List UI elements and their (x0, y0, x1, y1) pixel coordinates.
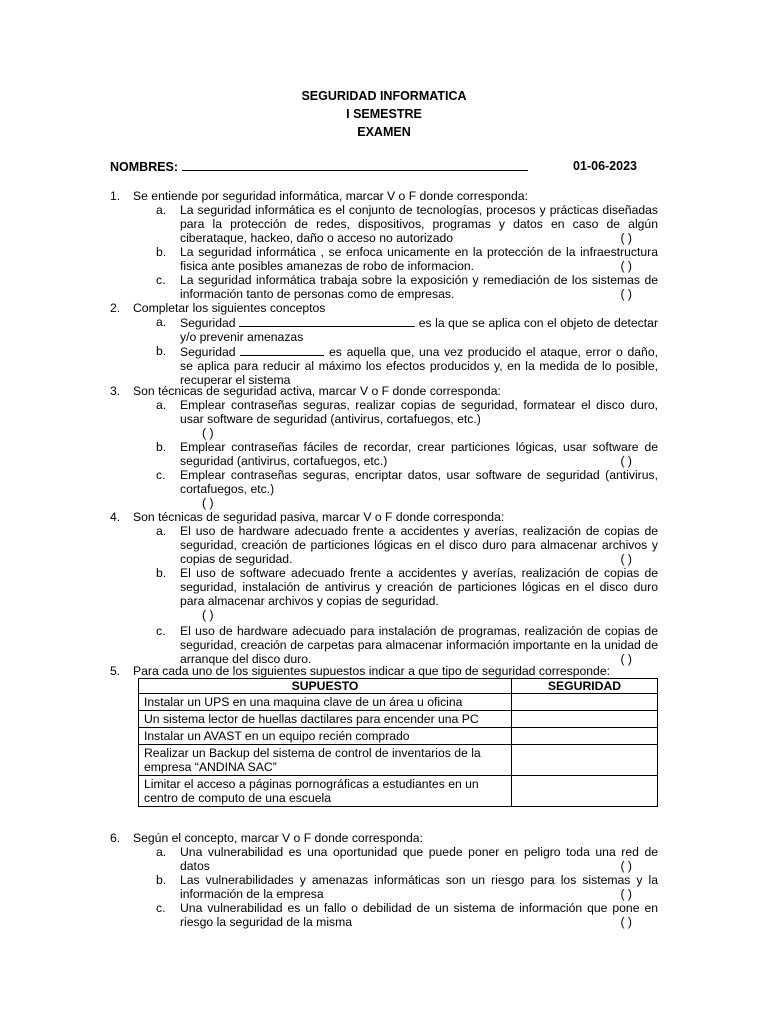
true-false-box[interactable]: ( ) (202, 608, 214, 622)
true-false-box[interactable]: ( ) (620, 552, 632, 566)
question-number: 2. (110, 301, 121, 315)
exam-semester: I SEMESTRE (346, 107, 422, 121)
scenarios-table (138, 678, 658, 807)
question-text: Son técnicas de seguridad activa, marcar V o F donde corresponda: (133, 384, 501, 398)
option-a (156, 315, 659, 344)
option-letter: b. (156, 245, 167, 259)
option-text: Una vulnerabilidad es una oportunidad que puede poner en peligro toda una red de datos (180, 845, 658, 873)
option-c (156, 273, 658, 301)
scenario-cell: Limitar el acceso a páginas pornográficas a estudiantes en un centro de computo de una escuela (139, 776, 512, 807)
fill-in-blank[interactable] (240, 344, 324, 356)
option-letter: a. (156, 203, 167, 217)
option-letter: a. (156, 524, 167, 538)
option-b (156, 440, 658, 468)
exam-date: 01-06-2023 (573, 159, 637, 173)
scenario-cell: Realizar un Backup del sistema de control de inventarios de la empresa “ANDINA SAC” (139, 745, 512, 776)
question-3 (110, 384, 658, 510)
option-text: El uso de hardware adecuado frente a accidentes y averías, realización de copias de seguridad, creación de particiones lógicas en el disco duro para almacenar archivos y copias de seguridad. (180, 524, 658, 566)
option-text-end: es la que se aplica con el objeto de detectar y/o prevenir amenazas (180, 316, 659, 344)
option-letter: b. (156, 344, 167, 358)
option-letter: b. (156, 873, 167, 887)
true-false-box[interactable]: ( ) (202, 426, 214, 440)
question-number: 3. (110, 384, 121, 398)
question-6 (110, 831, 658, 929)
scenario-cell: Instalar un UPS en una maquina clave de un área u oficina (139, 694, 512, 711)
table-row (139, 694, 658, 711)
question-number: 4. (110, 510, 121, 524)
table-header-row (139, 679, 658, 694)
exam-title: SEGURIDAD INFORMATICA (301, 89, 467, 103)
security-answer-cell[interactable] (512, 694, 658, 711)
names-row (110, 159, 640, 174)
option-text: Emplear contraseñas fáciles de recordar, crear particiones lógicas, usar software de seguridad (antivirus, cortafuegos, etc.) (180, 440, 658, 468)
names-blank-line[interactable] (182, 159, 528, 171)
option-letter: a. (156, 845, 167, 859)
true-false-box[interactable]: ( ) (620, 859, 632, 873)
fill-in-blank[interactable] (239, 315, 415, 327)
option-letter: a. (156, 315, 167, 329)
option-letter: c. (156, 901, 166, 915)
option-text: El uso de hardware adecuado para instalación de programas, realización de copias de seguridad, creación de carpetas para almacenar información importante en la unidad de arranque del disco duro. (180, 624, 658, 666)
question-text: Para cada uno de los siguientes supuestos indicar a que tipo de seguridad corresponde: (133, 664, 610, 678)
option-a (156, 203, 658, 245)
question-5 (110, 664, 658, 678)
option-text-start: Seguridad (180, 345, 236, 359)
question-number: 5. (110, 664, 121, 678)
true-false-box[interactable]: ( ) (620, 231, 632, 245)
security-answer-cell[interactable] (512, 745, 658, 776)
true-false-box[interactable]: ( ) (620, 454, 632, 468)
option-letter: b. (156, 440, 167, 454)
option-letter: c. (156, 273, 166, 287)
column-header-security: SEGURIDAD (512, 679, 658, 694)
option-text: La seguridad informática es el conjunto de tecnologías, procesos y prácticas diseñadas para la protección de redes, dispositivos, programas y datos en caso de algún ciberataque, hackeo, daño o acceso no autorizado (180, 203, 658, 245)
question-4 (110, 510, 658, 666)
table-row (139, 745, 658, 776)
security-answer-cell[interactable] (512, 711, 658, 728)
option-text: Emplear contraseñas seguras, realizar copias de seguridad, formatear el disco duro, usar software de seguridad (antivirus, cortafuegos, etc.) (180, 398, 658, 426)
option-text-start: Seguridad (180, 316, 236, 330)
exam-subtitle: EXAMEN (357, 125, 411, 139)
option-text: Emplear contraseñas seguras, encriptar datos, usar software de seguridad (antivirus, cortafuegos, etc.) (180, 468, 658, 496)
true-false-box[interactable]: ( ) (620, 652, 632, 666)
question-text: Completar los siguientes conceptos (133, 301, 326, 315)
true-false-box[interactable]: ( ) (202, 496, 214, 510)
true-false-box[interactable]: ( ) (620, 287, 632, 301)
option-c (156, 468, 658, 510)
table-row (139, 776, 658, 807)
scenario-cell: Instalar un AVAST en un equipo recién comprado (139, 728, 512, 745)
option-letter: c. (156, 468, 166, 482)
question-text: Son técnicas de seguridad pasiva, marcar V o F donde corresponda: (133, 510, 505, 524)
names-label: NOMBRES: (110, 160, 179, 174)
option-a (156, 845, 658, 873)
security-answer-cell[interactable] (512, 776, 658, 807)
question-text: Se entiende por seguridad informática, marcar V o F donde corresponda: (133, 189, 528, 203)
option-text: Las vulnerabilidades y amenazas informáticas son un riesgo para los sistemas y la información de la empresa (180, 873, 658, 901)
true-false-box[interactable]: ( ) (620, 887, 632, 901)
option-text: El uso de software adecuado frente a accidentes y averías, realización de copias de seguridad, instalación de antivirus y creación de particiones lógicas en el disco duro para almacenar archivos y copias de seguridad. (180, 566, 658, 608)
question-text: Según el concepto, marcar V o F donde corresponda: (133, 831, 423, 845)
table-row (139, 711, 658, 728)
question-1 (110, 189, 658, 301)
option-c (156, 624, 658, 666)
question-number: 1. (110, 189, 121, 203)
scenario-cell: Un sistema lector de huellas dactilares para encender una PC (139, 711, 512, 728)
option-letter: c. (156, 624, 166, 638)
option-b (156, 344, 659, 387)
column-header-scenario: SUPUESTO (139, 679, 512, 694)
option-a (156, 524, 658, 566)
option-b (156, 566, 658, 622)
option-b (156, 873, 658, 901)
security-answer-cell[interactable] (512, 728, 658, 745)
option-letter: b. (156, 566, 167, 580)
table-row (139, 728, 658, 745)
option-letter: a. (156, 398, 167, 412)
option-text: Una vulnerabilidad es un fallo o debilidad de un sistema de información que pone en riesgo la seguridad de la misma (180, 901, 658, 929)
true-false-box[interactable]: ( ) (620, 915, 632, 929)
option-a (156, 398, 658, 440)
true-false-box[interactable]: ( ) (620, 259, 632, 273)
option-text: La seguridad informática trabaja sobre la exposición y remediación de los sistemas de información tanto de personas como de empresas. (180, 273, 658, 301)
question-2 (110, 301, 658, 387)
option-b (156, 245, 658, 273)
question-number: 6. (110, 831, 121, 845)
option-text: La seguridad informática , se enfoca unicamente en la protección de la infraestructura fisica ante posibles amanezas de robo de informacion. (180, 245, 658, 273)
option-c (156, 901, 658, 929)
option-text-end: es aquella que, una vez producido el ataque, error o daño, se aplica para reducir al máximo los efectos producidos y, en la medida de lo posible, recuperar el sistema (180, 345, 659, 387)
